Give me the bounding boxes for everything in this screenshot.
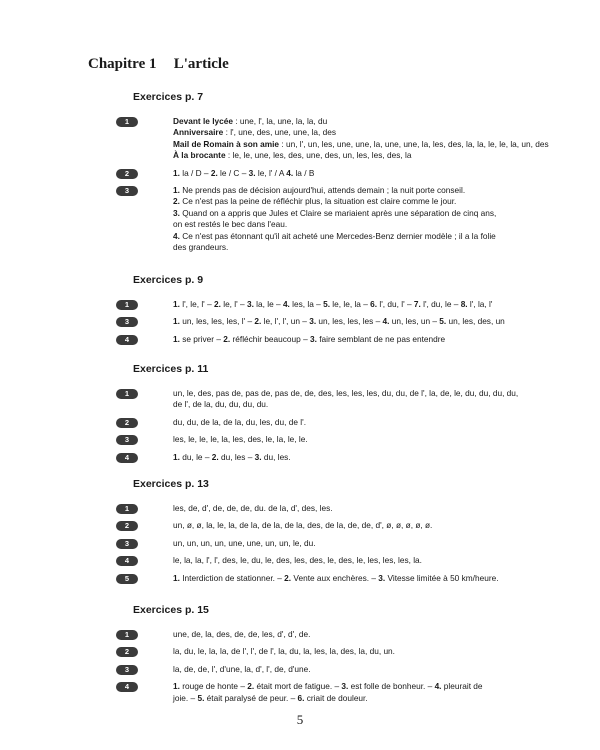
answer-segment: : un, l', un, les, une, une, la, une, une, la, les, des, la, la, le, le, la, un, des	[279, 138, 549, 149]
answer-text	[173, 555, 573, 566]
answer-text	[173, 538, 573, 549]
answer-segment: le, l', l', un –	[261, 316, 310, 327]
answer-label: 3.	[310, 333, 317, 344]
exercise-section	[124, 274, 573, 351]
answer-line	[173, 139, 573, 150]
answer-segment: un, les, les, les, l' –	[179, 316, 255, 327]
answer-line	[173, 116, 573, 127]
answer-line	[173, 127, 573, 138]
answer-line	[173, 185, 573, 196]
answer-line	[173, 693, 573, 704]
answer-line	[173, 334, 573, 345]
answer-label: 1.	[173, 572, 180, 583]
answer-segment: le, le, la –	[330, 299, 371, 309]
answer-label: 4.	[282, 299, 290, 309]
exercise-section	[124, 478, 573, 590]
exercise-number-badge: 3	[116, 539, 138, 549]
section-title: Exercices p. 15	[133, 604, 209, 616]
answer-segment: le / C –	[217, 167, 249, 178]
answer-line	[173, 417, 573, 428]
answer-label: 1.	[173, 167, 180, 178]
exercise-answer	[124, 451, 573, 463]
answer-segment: un, les, des, un	[446, 316, 505, 327]
answer-segment: des grandeurs.	[173, 242, 229, 253]
answer-line	[173, 299, 573, 310]
answer-segment: du, les –	[218, 451, 255, 462]
exercise-number-badge: 1	[116, 630, 138, 640]
answer-segment: le, l' –	[220, 299, 247, 309]
answer-segment: la, de, de, l', d'une, la, d', l', de, d'une.	[173, 663, 311, 674]
answer-line	[173, 573, 573, 584]
answer-segment: on est restés le bec dans l'eau.	[173, 219, 288, 230]
answer-line	[173, 664, 573, 675]
answer-line	[173, 681, 573, 692]
answer-line	[173, 520, 573, 531]
exercise-answer	[124, 537, 573, 549]
answer-segment: : une, l', la, une, la, la, du	[232, 116, 328, 126]
answer-label: Anniversaire	[173, 127, 224, 138]
answer-segment: du, les.	[261, 451, 291, 462]
exercise-answer	[124, 572, 573, 584]
answer-line	[173, 231, 573, 242]
exercise-number-badge: 1	[116, 300, 138, 310]
answer-label: 7.	[413, 299, 421, 309]
section-title: Exercices p. 9	[133, 274, 204, 286]
answer-segment: un, ø, ø, la, le, la, de la, de la, de la, des, de la, de, de, d', ø, ø, ø, ø, ø.	[173, 520, 433, 531]
answer-label: Devant le lycée	[173, 116, 233, 126]
answer-label: 4.	[434, 681, 442, 692]
answer-segment: l', du, l' –	[377, 299, 414, 309]
answer-segment: Ce n'est pas étonnant qu'il ait acheté une Mercedes-Benz dernier modèle ; il a la folie	[179, 230, 496, 241]
answer-label: 3.	[248, 167, 256, 178]
answer-segment: les, de, d', de, de, de, du. de la, d', des, les.	[173, 503, 333, 513]
exercise-answer	[124, 434, 573, 445]
answer-segment: pleurait de	[441, 681, 483, 692]
answer-text	[173, 116, 573, 162]
exercise-answer	[124, 629, 573, 640]
answer-line	[173, 646, 573, 657]
answer-label: À la brocante	[173, 150, 226, 161]
chapter-number: Chapitre 1	[88, 56, 157, 72]
answer-text	[173, 646, 573, 657]
answer-line	[173, 168, 573, 179]
answer-segment: la, le –	[253, 299, 283, 309]
exercise-number-badge: 5	[116, 574, 138, 584]
answer-segment: faire semblant de ne pas entendre	[316, 333, 446, 344]
answer-segment: est folle de bonheur. –	[348, 681, 435, 692]
answer-segment: du, du, de la, de la, du, les, du, de l'.	[173, 416, 307, 427]
chapter-heading	[88, 56, 229, 73]
answer-segment: la / B	[293, 167, 315, 178]
answer-label: 1.	[173, 451, 180, 462]
answer-segment: le, la, la, l', l', des, le, du, le, des, les, des, le, des, le, les, les, les, la.	[173, 555, 422, 566]
answer-line	[173, 629, 573, 640]
answer-line	[173, 434, 573, 445]
exercise-number-badge: 2	[116, 647, 138, 657]
answer-label: 3.	[309, 316, 317, 327]
answer-label: 2.	[254, 316, 262, 327]
answer-label: 1.	[173, 333, 180, 344]
answer-line	[173, 242, 573, 253]
section-title: Exercices p. 7	[133, 91, 204, 103]
answer-segment: un, le, des, pas de, pas de, pas de, de, des, les, les, les, du, du, de l', la, de, le, du, du, du, du,	[173, 388, 519, 398]
exercise-number-badge: 2	[116, 169, 138, 179]
exercise-answer	[124, 388, 573, 411]
answer-line	[173, 196, 573, 207]
answer-segment: l', la, l'	[467, 299, 493, 309]
section-title: Exercices p. 11	[133, 363, 209, 375]
exercise-number-badge: 4	[116, 556, 138, 566]
answer-label: 3.	[341, 681, 349, 692]
answer-segment: criait de douleur.	[304, 692, 368, 703]
answer-segment: un, les, les, les –	[316, 316, 383, 327]
answer-segment: : l', une, des, une, une, la, des	[223, 127, 337, 138]
answer-label: 2.	[211, 451, 219, 462]
exercise-number-badge: 3	[116, 665, 138, 675]
exercise-number-badge: 1	[116, 504, 138, 514]
answer-text	[173, 503, 573, 514]
answer-segment: : le, le, une, les, des, une, des, un, les, les, des, la	[225, 150, 412, 161]
answer-segment: l', du, le –	[420, 299, 461, 309]
answer-label: 1.	[173, 299, 180, 309]
answer-segment: Vente aux enchères. –	[291, 572, 379, 583]
exercise-answer	[124, 167, 573, 179]
answer-text	[173, 185, 573, 253]
answer-label: 6.	[297, 692, 305, 703]
exercise-number-badge: 4	[116, 453, 138, 463]
exercise-section	[124, 91, 573, 259]
answer-text	[173, 681, 573, 704]
exercise-answer	[124, 503, 573, 514]
answer-text	[173, 388, 573, 411]
answer-label: 3.	[378, 572, 386, 583]
answer-segment: la, du, le, la, la, de l', l', de l', la, du, la, les, la, des, la, du, un.	[173, 646, 395, 657]
exercise-answer	[124, 416, 573, 428]
answer-segment: était mort de fatigue. –	[254, 681, 342, 692]
exercise-number-badge: 4	[116, 682, 138, 692]
exercise-number-badge: 3	[116, 435, 138, 445]
answer-segment: de l', de la, du, du, du, du.	[173, 399, 269, 410]
answer-label: 1.	[173, 681, 180, 692]
answer-segment: les, le, le, le, la, les, des, le, la, le, le.	[173, 434, 308, 445]
answer-label: 3.	[254, 451, 262, 462]
answer-text	[173, 573, 573, 584]
answer-line	[173, 538, 573, 549]
answer-label: 2.	[210, 167, 218, 178]
exercise-section	[124, 604, 573, 710]
answer-segment: réfléchir beaucoup –	[230, 333, 310, 344]
answer-segment: le, l' / A	[255, 167, 287, 178]
answer-segment: Quand on a appris que Jules et Claire se mariaient après une séparation de cinq ans,	[179, 207, 497, 218]
answer-segment: du, le –	[179, 451, 212, 462]
answer-label: 5.	[197, 692, 205, 703]
answer-label: Mail de Romain à son amie	[173, 138, 280, 149]
answer-label: 2.	[284, 572, 292, 583]
exercise-answer	[124, 333, 573, 345]
answer-label: 3.	[173, 207, 180, 218]
answer-line	[173, 219, 573, 230]
exercise-section	[124, 363, 573, 469]
answer-label: 1.	[173, 185, 180, 196]
exercise-answer	[124, 663, 573, 675]
answer-segment: Interdiction de stationner. –	[179, 572, 285, 583]
answer-label: 5.	[439, 316, 447, 327]
answer-text	[173, 168, 573, 179]
exercise-answer	[124, 316, 573, 327]
exercise-answer	[124, 520, 573, 531]
answer-label: 5.	[323, 299, 330, 309]
exercise-number-badge: 2	[116, 418, 138, 428]
answer-label: 2.	[173, 196, 180, 207]
answer-line	[173, 316, 573, 327]
answer-text	[173, 434, 573, 445]
answer-text	[173, 520, 573, 531]
answer-segment: se priver –	[179, 333, 224, 344]
answer-segment: la / D –	[179, 167, 211, 178]
answer-label: 3.	[246, 299, 254, 309]
answer-line	[173, 399, 573, 410]
exercise-answer	[124, 681, 573, 704]
answer-line	[173, 388, 573, 399]
exercise-number-badge: 3	[116, 317, 138, 327]
answer-label: 1.	[173, 316, 180, 327]
exercise-answer	[124, 646, 573, 657]
exercise-answer	[124, 555, 573, 566]
answer-text	[173, 334, 573, 345]
exercise-answer	[124, 299, 573, 310]
answer-segment: joie. –	[173, 692, 198, 703]
answer-segment: un, un, un, un, une, une, un, un, le, du.	[173, 537, 316, 548]
chapter-title: L'article	[173, 56, 229, 72]
exercise-number-badge: 1	[116, 117, 138, 127]
answer-line	[173, 503, 573, 514]
exercise-answer	[124, 185, 573, 253]
answer-segment: Vitesse limitée à 50 km/heure.	[385, 572, 499, 583]
answer-line	[173, 208, 573, 219]
answer-segment: était paralysé de peur. –	[204, 692, 298, 703]
answer-segment: un, les, un –	[389, 316, 440, 327]
answer-text	[173, 316, 573, 327]
answer-segment: rouge de honte –	[179, 681, 248, 692]
answer-label: 6.	[370, 299, 378, 309]
answer-line	[173, 452, 573, 463]
answer-label: 2.	[247, 681, 255, 692]
answer-text	[173, 629, 573, 640]
exercise-number-badge: 3	[116, 186, 138, 196]
answer-text	[173, 664, 573, 675]
answer-segment: l', le, l' –	[179, 299, 214, 309]
answer-line	[173, 150, 573, 161]
answer-text	[173, 452, 573, 463]
exercise-number-badge: 2	[116, 521, 138, 531]
exercise-number-badge: 4	[116, 335, 138, 345]
exercise-number-badge: 1	[116, 389, 138, 399]
answer-segment: une, de, la, des, de, de, les, d', d', de.	[173, 629, 311, 639]
answer-label: 8.	[460, 299, 468, 309]
answer-text	[173, 417, 573, 428]
page-number: 5	[296, 712, 304, 727]
section-title: Exercices p. 13	[133, 478, 209, 490]
answer-label: 2.	[214, 299, 221, 309]
answer-line	[173, 555, 573, 566]
answer-text	[173, 299, 573, 310]
answer-label: 4.	[173, 230, 180, 241]
exercise-answer	[124, 116, 573, 162]
answer-label: 4.	[286, 167, 294, 178]
answer-label: 4.	[382, 316, 390, 327]
answer-segment: les, la –	[289, 299, 324, 309]
answer-segment: Ne prends pas de décision aujourd'hui, attends demain ; la nuit porte conseil.	[179, 185, 466, 196]
answer-label: 2.	[223, 333, 231, 344]
answer-segment: Ce n'est pas la peine de réfléchir plus, la situation est claire comme le jour.	[179, 196, 457, 207]
